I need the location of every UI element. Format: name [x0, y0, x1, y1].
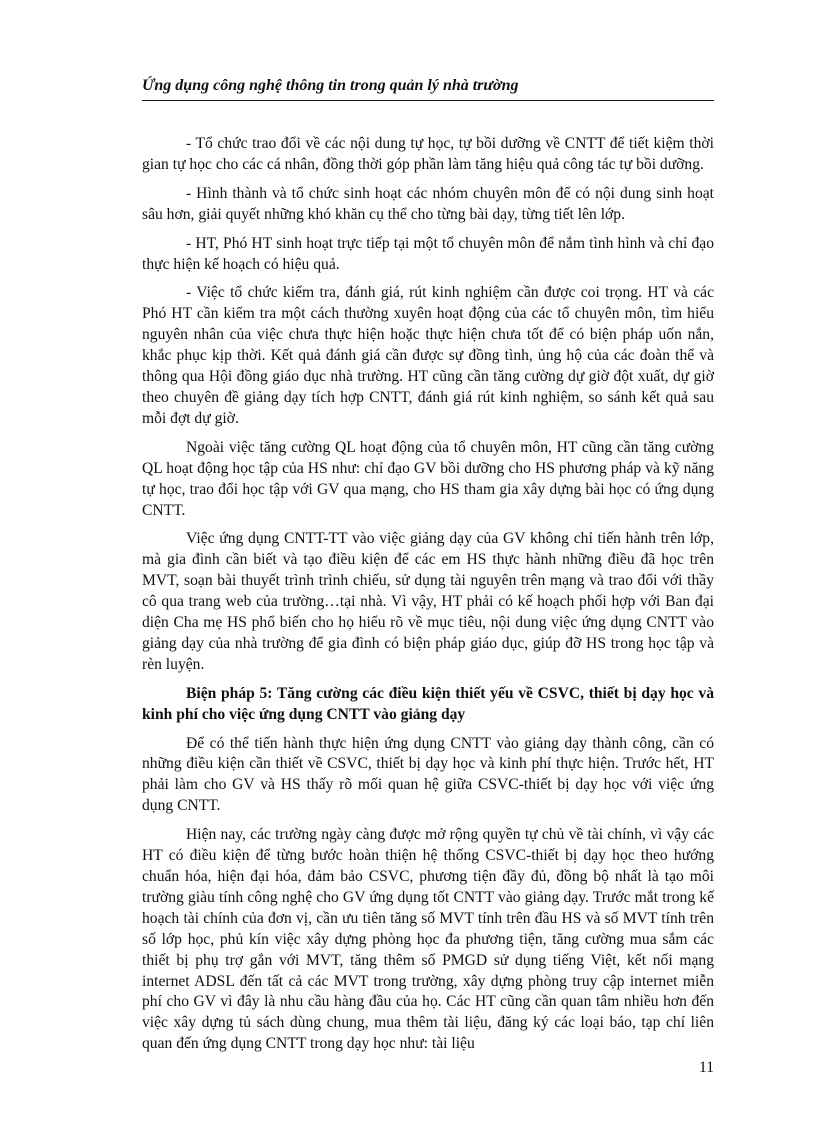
paragraph: - HT, Phó HT sinh hoạt trực tiếp tại một tổ chuyên môn để nắm tình hình và chỉ đạo thực hiện kế hoạch có hiệu quả. — [142, 234, 714, 273]
page-number: 11 — [698, 1059, 714, 1076]
paragraph: Việc ứng dụng CNTT-TT vào việc giảng dạy của GV không chỉ tiến hành trên lớp, mà gia đình cần biết và tạo điều kiện để các em HS thực hành những điều đã học trên MVT, soạn bài thuyết trình trình chiếu, sử dụng tài nguyên trên mạng và trao đổi với thầy cô qua trang web của trường…tại nhà. Vì vậy, HT phải có kế hoạch phối hợp với Ban đại diện Cha mẹ HS phổ biến cho họ hiểu rõ về mục tiêu, nội dung việc ứng dụng CNTT vào giảng dạy của nhà trường để gia đình có biện pháp giáo dục, giúp đỡ HS trong học tập và rèn luyện. — [142, 530, 714, 673]
running-header: Ứng dụng công nghệ thông tin trong quản lý nhà trường — [142, 77, 519, 94]
paragraph: Ngoài việc tăng cường QL hoạt động của tổ chuyên môn, HT cũng cần tăng cường QL hoạt động học tập của HS như: chỉ đạo GV bồi dưỡng cho HS phương pháp và kỹ năng tự học, trao đổi học tập với GV qua mạng, cho HS tham gia xây dựng bài học có ứng dụng CNTT. — [142, 438, 714, 519]
paragraph: - Việc tổ chức kiểm tra, đánh giá, rút kinh nghiệm cần được coi trọng. HT và các Phó HT cần kiểm tra một cách thường xuyên hoạt động của các tổ chuyên môn, tìm hiểu nguyên nhân của việc chưa thực hiện hoặc thực hiện chưa tốt để có biện pháp uốn nắn, khắc phục kịp thời. Kết quả đánh giá cần được sự đồng tình, ủng hộ của các đoàn thể và thông qua Hội đồng giáo dục nhà trường. HT cũng cần tăng cường dự giờ đột xuất, dự giờ theo chuyên đề giảng dạy tích hợp CNTT, đánh giá rút kinh nghiệm, so sánh kết quả sau mỗi đợt dự giờ. — [142, 284, 714, 427]
paragraph: Hiện nay, các trường ngày càng được mở rộng quyền tự chủ về tài chính, vì vậy các HT có điều kiện để từng bước hoàn thiện hệ thống CSVC-thiết bị dạy học theo hướng chuẩn hóa, hiện đại hóa, đảm bảo CSVC, phương tiện đầy đủ, đồng bộ nhất là tạo môi trường giàu tính công nghệ cho GV ứng dụng tốt CNTT vào giảng dạy. Trước mắt trong kế hoạch tài chính của đơn vị, cần ưu tiên tăng số MVT tính trên đầu HS và số MVT tính trên số lớp học, phủ kín việc xây dựng phòng học đa phương tiện, tăng cường mua sắm các thiết bị phụ trợ gắn với MVT, tăng thêm số PMGD sử dụng tiếng Việt, kết nối mạng internet ADSL đến tất cả các MVT trong trường, xây dựng phòng truy cập internet miễn phí cho GV vì đây là nhu cầu hàng đầu của họ. Các HT cũng cần quan tâm nhiều hơn đến việc xây dựng tủ sách dùng chung, mua thêm tài liệu, đăng ký các loại báo, tạp chí liên quan đến ứng dụng CNTT trong dạy học như: tài liệu — [142, 826, 714, 1053]
page-body — [142, 134, 714, 1063]
section-heading: Biện pháp 5: Tăng cường các điều kiện thiết yếu về CSVC, thiết bị dạy học và kinh phí cho việc ứng dụng CNTT vào giảng dạy — [142, 684, 714, 723]
header-divider — [142, 100, 714, 101]
paragraph: Để có thể tiến hành thực hiện ứng dụng CNTT vào giảng dạy thành công, cần có những điều kiện cần thiết về CSVC, thiết bị dạy học và kinh phí thực hiện. Trước hết, HT phải làm cho GV và HS thấy rõ mối quan hệ giữa CSVC-thiết bị dạy học với việc ứng dụng CNTT. — [142, 734, 714, 815]
paragraph: - Hình thành và tổ chức sinh hoạt các nhóm chuyên môn để có nội dung sinh hoạt sâu hơn, giải quyết những khó khăn cụ thể cho từng bài dạy, từng tiết lên lớp. — [142, 184, 714, 223]
paragraph: - Tổ chức trao đổi về các nội dung tự học, tự bồi dưỡng về CNTT để tiết kiệm thời gian tự học cho các cá nhân, đồng thời góp phần làm tăng hiệu quả công tác tự bồi dưỡng. — [142, 135, 714, 173]
